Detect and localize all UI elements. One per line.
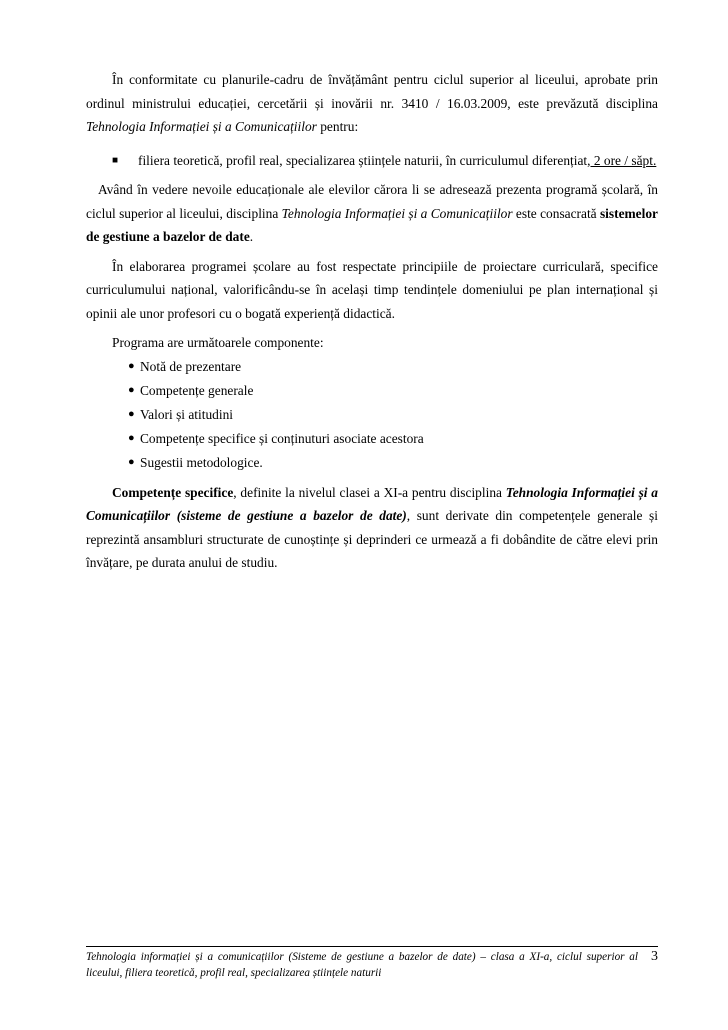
intro-paragraph — [86, 68, 658, 139]
list-item: ● Valori și atitudini — [128, 403, 658, 427]
list-item: ● Competențe specifice și conținuturi asociate acestora — [128, 427, 658, 451]
footer-text: Tehnologia informației și a comunicațiilor (Sisteme de gestiune a bazelor de date) – clasa a XI-a, ciclul superior al liceului, filiera teoretică, profil real, specializarea științele naturii — [86, 951, 638, 979]
dot-bullet-icon: ● — [128, 407, 135, 420]
track-text: filiera teoretică, profil real, specializarea științele naturii, în curriculumul diferențiat, 2 ore / săpt. — [138, 152, 657, 168]
dash-bullet-icon: ■ — [112, 154, 119, 166]
discipline-full-name: Tehnologia Informației și a Comunicațiilor (sisteme de gestiune a bazelor de date) — [86, 484, 658, 523]
dot-bullet-icon: ● — [128, 431, 135, 444]
competences-paragraph: Competențe specifice, definite la nivelul clasei a XI-a pentru disciplina Tehnologia Informației și a Comunicațiilor (sisteme de gestiune a bazelor de date), sunt derivate din competențele generale și reprezintă ansambluri structurate de cunoștințe și deprinderi ce urmează a fi dobândite de către elevi prin învățare, pe durata anului de studiu. — [86, 484, 658, 570]
components-list — [86, 355, 658, 475]
discipline-name: Tehnologia Informației și a Comunicațiilor — [281, 205, 513, 221]
components-heading: Programa are următoarele componente: — [112, 335, 324, 350]
list-item: ● Notă de prezentare — [128, 355, 658, 379]
discipline-name: Tehnologia Informației și a Comunicațiilor — [86, 119, 317, 134]
page-number: 3 — [651, 949, 658, 964]
dot-bullet-icon: ● — [128, 359, 135, 372]
dot-bullet-icon: ● — [128, 383, 135, 396]
dot-bullet-icon: ● — [128, 455, 135, 468]
intro-text-end: pentru: — [316, 119, 359, 134]
principles-paragraph: În elaborarea programei școlare au fost respectate principiile de proiectare curriculară, specifice curriculumului național, valorificându-se în același timp tendințele domeniului pe plan internațional și opinii ale unor profesori cu o bogată experiență didactică. — [86, 258, 658, 321]
competences-term: Competențe specifice — [112, 484, 234, 500]
list-item: ● Sugestii metodologice. — [128, 451, 658, 475]
intro-text: În conformitate cu planurile-cadru de învățământ pentru ciclul superior al liceului, aprobate prin ordinul ministrului educației, cercetării și inovării nr. 3410 / 16.03.2009, este prevăzută disciplina — [86, 72, 658, 111]
page-footer — [86, 946, 658, 981]
needs-paragraph: Având în vedere nevoile educaționale ale elevilor cărora li se adresează prezenta programă școlară, în ciclul superior al liceului, disciplina Tehnologia Informației și a Comunicațiilor este consacrată sistemelor de gestiune a bazelor de date. — [86, 182, 658, 244]
hours-per-week: 2 ore / săpt. — [590, 152, 657, 168]
document-body — [86, 68, 658, 575]
list-item — [112, 149, 658, 173]
list-item: ● Competențe generale — [128, 379, 658, 403]
topic-emphasis: sistemelor de gestiune a bazelor de date — [86, 205, 658, 244]
track-list — [86, 149, 658, 173]
